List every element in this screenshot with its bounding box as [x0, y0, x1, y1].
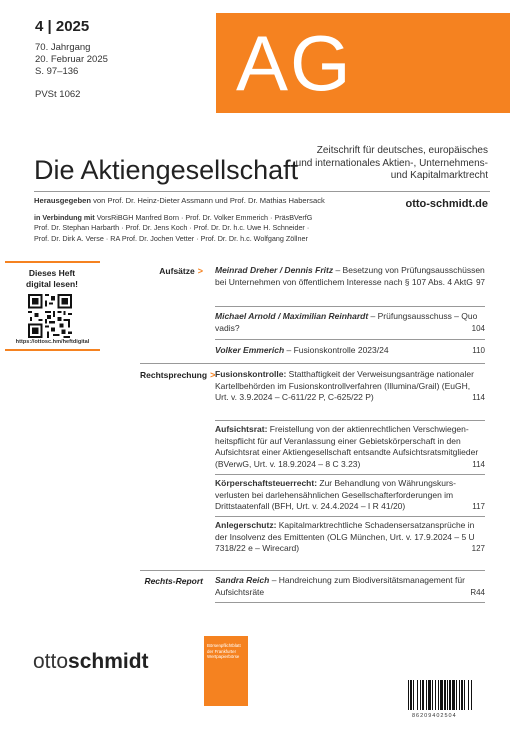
promo-url[interactable]: https://ottosc.hm/heftdigital [15, 339, 90, 345]
case-entry[interactable] [215, 369, 485, 404]
pvst-number: PVSt 1062 [35, 89, 81, 100]
entry-divider [215, 602, 485, 603]
barcode-bar [417, 680, 418, 710]
entry-divider [215, 516, 485, 517]
promo-bottom-line [5, 349, 100, 351]
barcode-bar [447, 680, 448, 710]
publisher-logo [33, 650, 149, 674]
article-authors: Volker Emmerich [215, 345, 285, 355]
barcode-bar [444, 680, 446, 710]
report-entry[interactable] [215, 575, 485, 598]
issue-date: 20. Februar 2025 [35, 54, 108, 65]
barcode-bar [408, 680, 409, 710]
journal-title: Die Aktiengesellschaft [34, 155, 299, 185]
entry-divider [215, 306, 485, 307]
subtitle-line: und internationales Aktien-, Unternehmens- [295, 157, 488, 169]
entry-divider [215, 420, 485, 421]
report-title: – Handreichung zum Biodiversitätsmanagement für Aufsichtsräte [215, 575, 465, 597]
case-page: 127 [471, 544, 485, 553]
issue-number: 4 | 2025 [35, 18, 90, 35]
barcode-bar [410, 680, 412, 710]
website-link[interactable]: otto-schmidt.de [405, 198, 488, 210]
journal-subtitle [258, 145, 488, 183]
editors-label: Herausgegeben [34, 196, 91, 205]
article-entry[interactable] [215, 265, 485, 288]
entry-divider [215, 474, 485, 475]
promo-line1: Dieses Heft [28, 268, 76, 278]
barcode-bar [464, 680, 465, 710]
barcode-number: 86209402504 [412, 713, 457, 719]
case-page: 117 [472, 502, 485, 511]
article-authors: Meinrad Dreher / Dennis Fritz [215, 265, 334, 275]
section-rechtsprechung [140, 370, 216, 380]
badge-line: Börsenpflichtblatt [207, 643, 241, 648]
case-entry[interactable] [215, 424, 485, 470]
case-topic: Körperschaftsteuerrecht: [215, 478, 318, 488]
section-divider [140, 570, 485, 571]
barcode-bar [426, 680, 427, 710]
barcode-bar [435, 680, 436, 710]
barcode-bar [440, 680, 443, 710]
report-page: R44 [470, 587, 485, 597]
report-authors: Sandra Reich [215, 575, 270, 585]
ag-logo: AG [236, 19, 353, 107]
barcode-bar [438, 680, 439, 710]
case-text: Kapitalmarktrechtliche Schadensersatzansprüche in der Insolvenz des Emittenten (OLG München, Urt. v. 17.9.2024 – 5 U 7318/22 e – Wirecard) [215, 520, 475, 553]
issue-meta [35, 42, 108, 78]
badge-line: der Frankfurter [207, 648, 237, 654]
barcode-bar [428, 680, 431, 710]
barcode-bar [420, 680, 421, 710]
subtitle-line: Zeitschrift für deutsches, europäisches [316, 145, 488, 156]
section-rechtsreport: Rechts-Report [144, 576, 203, 586]
case-topic: Anlegerschutz: [215, 520, 277, 530]
qr-code-icon[interactable] [28, 294, 72, 338]
cooperation [34, 213, 324, 244]
section-divider [140, 363, 485, 364]
barcode-bar [461, 680, 463, 710]
section-aufsaetze [140, 266, 203, 276]
editors-names: von Prof. Dr. Heinz-Dieter Assmann und Prof. Dr. Mathias Habersack [90, 196, 325, 205]
section-aufsaetze-label: Aufsätze [159, 266, 195, 276]
promo-line2: digital lesen! [26, 279, 78, 289]
case-entry[interactable] [215, 478, 485, 513]
article-title: – Fusionskontrolle 2023/24 [284, 345, 389, 355]
barcode-bar [471, 680, 472, 710]
page-range: S. 97–136 [35, 66, 79, 77]
case-text: Zur Behandlung von Währungskursverlusten bei darlehensähnlichen Gesellschafterforderungen im Drittstaatenfall (BFH, Urt. v. 24.4.2024 – I R 41/20) [215, 478, 456, 511]
barcode-bar [449, 680, 451, 710]
barcode-bar [459, 680, 460, 710]
barcode-bar [432, 680, 433, 710]
section-rechtsprechung-label: Rechtsprechung [140, 370, 208, 380]
chevron-right-icon: > [197, 266, 203, 276]
logo-light: otto [33, 650, 69, 673]
barcode-bar [452, 680, 455, 710]
case-topic: Aufsichtsrat: [215, 424, 268, 434]
article-entry[interactable] [215, 311, 485, 334]
case-text: Freistellung von der aktienrechtlichen Verschwiegenheitspflicht für auf Veranlassung einer Gebietskörperschaft in den Aufsichtsrat einer Aktiengesellschaft entsandte Aufsichtsratsmitglieder (BVerwG, Urt. v. 18.9.2024 – 8 C 3.23) [215, 424, 479, 469]
barcode-bar [413, 680, 414, 710]
subtitle-line: und Kapitalmarktrecht [390, 170, 488, 181]
volume: 70. Jahrgang [35, 42, 91, 53]
barcode-bar [422, 680, 424, 710]
badge-line: Wertpapierbörse [207, 654, 240, 659]
barcode-icon [408, 680, 490, 710]
article-page: 97 [476, 277, 485, 287]
promo-top-line [5, 261, 100, 263]
case-page: 114 [472, 393, 485, 402]
editors [34, 196, 325, 205]
case-entry[interactable] [215, 520, 485, 555]
article-authors: Michael Arnold / Maximilian Reinhardt [215, 311, 369, 321]
entry-divider [215, 339, 485, 340]
boerse-badge-text [207, 643, 247, 660]
case-page: 114 [472, 459, 485, 469]
promo-text [13, 268, 91, 290]
barcode-bar [456, 680, 457, 710]
coop-label: in Verbindung mit [34, 213, 95, 222]
case-text: Statthaftigkeit der Verweisungsanträge nationaler Kartellbehörden im Fusionskontrollverfahren (Illumina/Grail) (EuGH, Urt. v. 3.9.2024 – C-611/22 P, C-625/22 P) [215, 369, 474, 402]
article-title: – Prüfungsausschuss – Quo vadis? [215, 311, 478, 333]
coop-names: VorsRiBGH Manfred Born · Prof. Dr. Volker Emmerich · PräsBVerfG Prof. Dr. Stephan Harbarth · Prof. Dr. Jens Koch · Prof. Dr. Dr. h.c. Uwe H. Schneider · Prof. Dr. Dirk A. Verse · RA Prof. Dr. Jochen Vetter · Prof. Dr. Dr. h.c. Wolfgang Zöllner [34, 213, 313, 243]
article-entry[interactable] [215, 345, 485, 357]
chevron-right-icon: > [210, 370, 216, 380]
masthead-divider [34, 191, 490, 192]
article-title: – Besetzung von Prüfungsausschüssen bei Unternehmen von öffentlichem Interesse nach § 107 Abs. 4 AktG [215, 265, 485, 287]
article-page: 110 [472, 346, 485, 355]
case-topic: Fusionskontrolle: [215, 369, 287, 379]
barcode-bar [468, 680, 469, 710]
article-page: 104 [471, 323, 485, 333]
logo-bold: schmidt [68, 650, 149, 673]
